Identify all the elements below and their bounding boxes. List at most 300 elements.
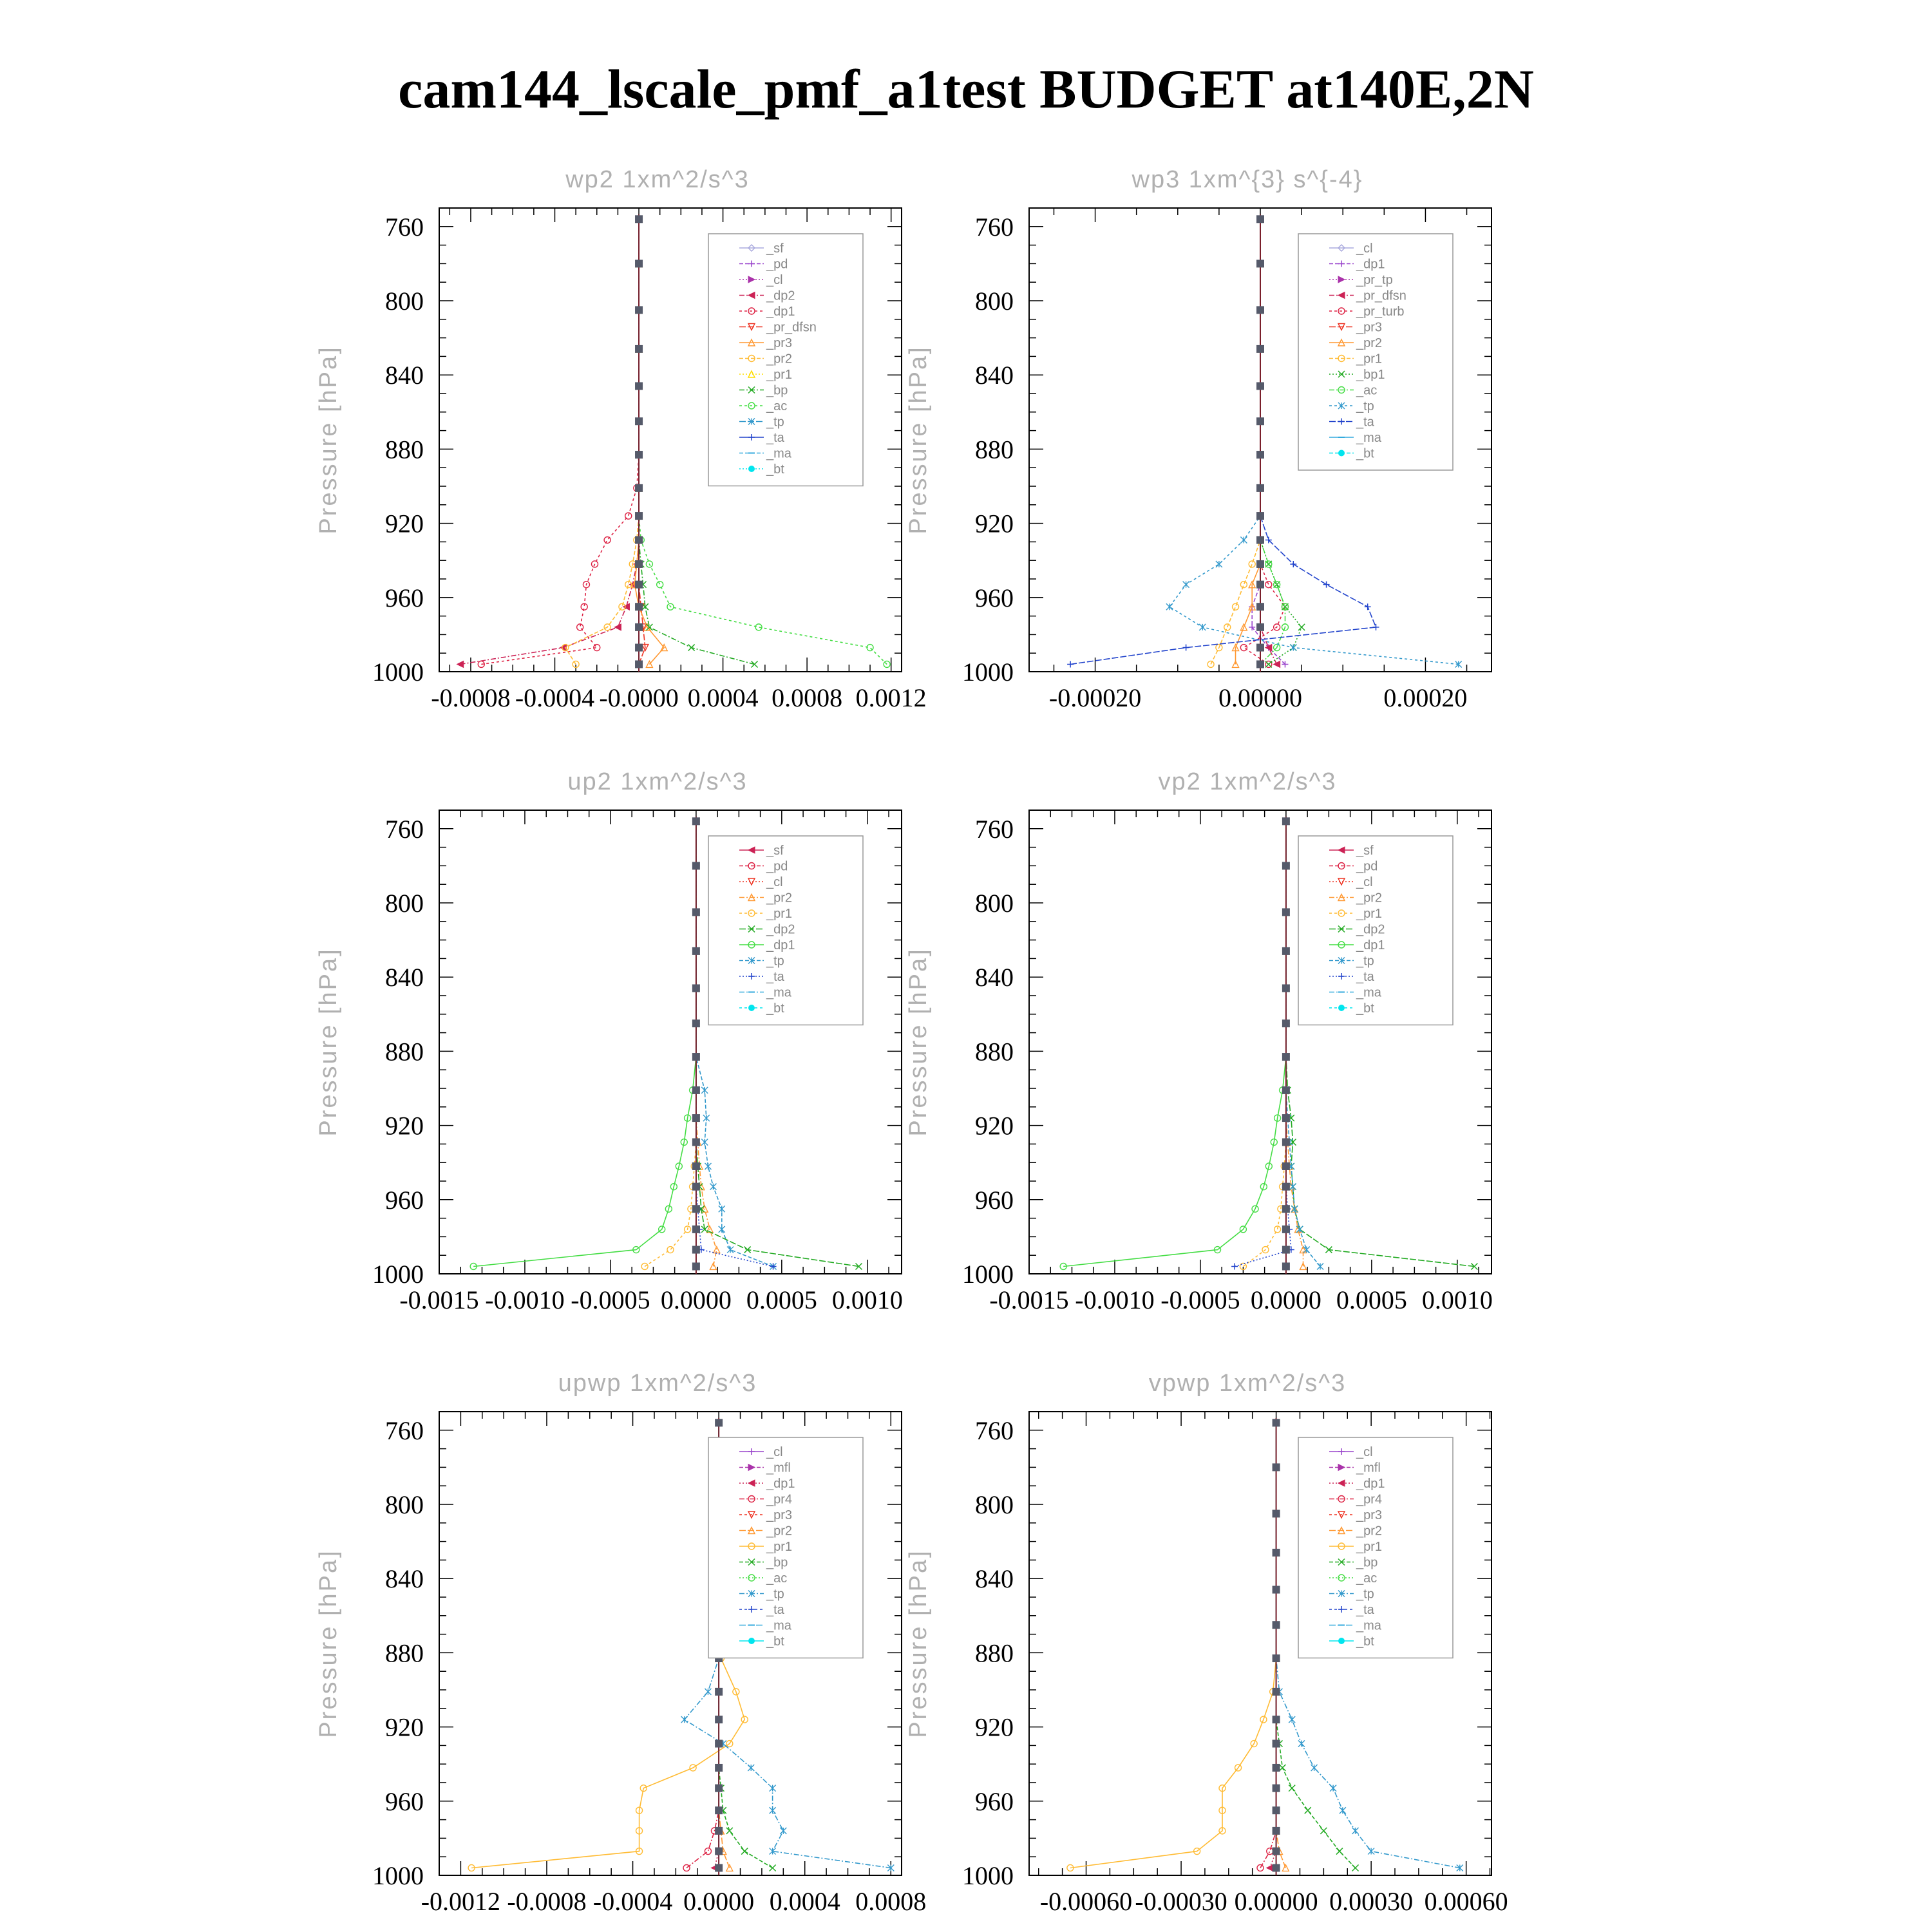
series-marker bbox=[1274, 661, 1280, 667]
y-axis-label: Pressure [hPa] bbox=[905, 345, 932, 535]
x-tick-label: 0.00000 bbox=[1218, 683, 1302, 712]
series-marker bbox=[1336, 1848, 1343, 1855]
legend-label: _cl bbox=[766, 875, 783, 889]
series-marker bbox=[1166, 603, 1173, 610]
legend-label: _pr2 bbox=[1356, 891, 1383, 905]
series-line-pr_dfsn bbox=[1260, 219, 1277, 664]
legend-label: _pr1 bbox=[1356, 1540, 1383, 1554]
series-marker bbox=[1289, 1716, 1295, 1723]
legend-label: _pr_dfsn bbox=[1356, 289, 1406, 303]
zero-marker bbox=[692, 908, 700, 916]
zero-marker bbox=[635, 345, 643, 353]
x-tick-label: -0.0015 bbox=[989, 1285, 1069, 1314]
y-tick-label: 760 bbox=[385, 814, 424, 844]
series-marker bbox=[1330, 1785, 1336, 1792]
legend-label: _sf bbox=[766, 242, 784, 256]
y-tick-label: 1000 bbox=[962, 1260, 1014, 1289]
legend-label: _ta bbox=[766, 1603, 784, 1617]
zero-marker bbox=[1282, 817, 1290, 825]
x-tick-label: -0.0005 bbox=[571, 1285, 650, 1314]
legend-label: _ma bbox=[1356, 985, 1381, 1000]
zero-marker bbox=[1273, 1740, 1280, 1748]
y-axis-label: Pressure [hPa] bbox=[315, 1549, 342, 1738]
x-tick-label: -0.0008 bbox=[431, 683, 511, 712]
legend bbox=[1298, 836, 1453, 1025]
y-tick-label: 920 bbox=[385, 509, 424, 538]
legend-label: _cl bbox=[1356, 242, 1373, 256]
legend-label: _pr1 bbox=[766, 1540, 793, 1554]
y-tick-label: 960 bbox=[385, 583, 424, 612]
legend-label: _pr_tp bbox=[1356, 273, 1393, 287]
legend bbox=[1298, 1437, 1453, 1658]
zero-marker bbox=[635, 260, 643, 267]
zero-marker bbox=[1256, 484, 1264, 492]
zero-marker bbox=[1256, 260, 1264, 267]
chart-panel bbox=[315, 166, 927, 712]
legend-label: _ma bbox=[1356, 1618, 1381, 1633]
series-line-bp1 bbox=[1260, 219, 1302, 664]
legend-label: _pd bbox=[1356, 859, 1378, 874]
x-tick-label: 0.00000 bbox=[1234, 1887, 1318, 1916]
series-marker bbox=[1320, 1828, 1327, 1834]
zero-marker bbox=[1282, 1139, 1290, 1146]
y-tick-label: 840 bbox=[385, 361, 424, 390]
series-marker bbox=[1352, 1828, 1359, 1834]
series-marker bbox=[1298, 624, 1305, 630]
series-marker bbox=[1311, 1765, 1318, 1771]
y-tick-label: 880 bbox=[385, 435, 424, 464]
y-tick-label: 760 bbox=[975, 1416, 1014, 1445]
panel-title: upwp 1xm^2/s^3 bbox=[558, 1370, 757, 1397]
zero-marker bbox=[635, 603, 643, 611]
legend-label: _dp1 bbox=[1356, 257, 1385, 272]
y-axis-label: Pressure [hPa] bbox=[905, 1549, 932, 1738]
zero-marker bbox=[1273, 1864, 1280, 1871]
x-tick-label: 0.0008 bbox=[772, 683, 843, 712]
legend-label: _tp bbox=[1356, 1587, 1374, 1602]
legend-label: _dp2 bbox=[1356, 922, 1385, 937]
series-marker bbox=[780, 1828, 786, 1834]
zero-marker bbox=[692, 1086, 700, 1094]
y-axis-label: Pressure [hPa] bbox=[315, 345, 342, 535]
y-tick-label: 880 bbox=[975, 1638, 1014, 1668]
y-tick-label: 840 bbox=[385, 1564, 424, 1594]
x-tick-label: -0.0010 bbox=[1075, 1285, 1155, 1314]
y-tick-label: 840 bbox=[385, 963, 424, 992]
y-tick-label: 920 bbox=[975, 1712, 1014, 1742]
y-axis-label: Pressure [hPa] bbox=[315, 947, 342, 1137]
legend-label: _tp bbox=[766, 954, 784, 969]
series-marker bbox=[1317, 1263, 1323, 1269]
legend-label: _pr1 bbox=[1356, 907, 1383, 921]
x-tick-label: 0.0005 bbox=[746, 1285, 817, 1314]
series-marker bbox=[1240, 645, 1247, 651]
series-marker bbox=[1233, 603, 1239, 610]
zero-marker bbox=[1256, 451, 1264, 459]
series-marker bbox=[710, 1184, 716, 1190]
x-tick-label: 0.00060 bbox=[1424, 1887, 1508, 1916]
legend-label: _cl bbox=[766, 273, 783, 287]
x-tick-label: 0.0005 bbox=[1336, 1285, 1407, 1314]
zero-marker bbox=[1282, 984, 1290, 992]
zero-marker bbox=[1273, 1764, 1280, 1772]
series-marker bbox=[604, 537, 611, 544]
zero-marker bbox=[1256, 536, 1264, 544]
zero-marker bbox=[1256, 623, 1264, 631]
y-tick-label: 920 bbox=[385, 1712, 424, 1742]
series-marker bbox=[1296, 1226, 1303, 1233]
legend-label: _pr2 bbox=[1356, 336, 1383, 350]
zero-marker bbox=[692, 947, 700, 955]
x-tick-label: -0.0012 bbox=[421, 1887, 501, 1916]
series-marker bbox=[1240, 582, 1247, 588]
series-marker bbox=[752, 661, 758, 667]
y-tick-label: 880 bbox=[385, 1037, 424, 1066]
legend-label: _pr2 bbox=[766, 352, 793, 366]
series-line-ta bbox=[1235, 821, 1291, 1266]
chart-panel bbox=[905, 768, 1493, 1314]
zero-marker bbox=[635, 660, 643, 668]
legend-label: _dp2 bbox=[766, 922, 795, 937]
zero-marker bbox=[1282, 1019, 1290, 1027]
zero-marker bbox=[1282, 1086, 1290, 1094]
legend-label: _dp1 bbox=[766, 1477, 795, 1491]
zero-marker bbox=[1273, 1463, 1280, 1471]
series-marker bbox=[705, 1163, 712, 1170]
series-marker bbox=[1240, 537, 1247, 544]
legend-label: _pr1 bbox=[1356, 352, 1383, 366]
zero-marker bbox=[692, 984, 700, 992]
zero-marker bbox=[1273, 1716, 1280, 1723]
series-marker bbox=[741, 1848, 748, 1855]
x-tick-label: 0.0010 bbox=[1421, 1285, 1493, 1314]
series-line-pr1 bbox=[1243, 821, 1286, 1266]
legend-label: _pr3 bbox=[1356, 320, 1383, 335]
legend-label: _pr3 bbox=[766, 1508, 793, 1522]
zero-marker bbox=[692, 1246, 700, 1254]
legend-label: _sf bbox=[1356, 844, 1374, 858]
zero-marker bbox=[635, 306, 643, 314]
y-tick-label: 800 bbox=[975, 1490, 1014, 1519]
zero-marker bbox=[1256, 306, 1264, 314]
y-tick-label: 960 bbox=[975, 1786, 1014, 1816]
panel-title: wp3 1xm^{3} s^{-4} bbox=[1132, 166, 1363, 193]
legend bbox=[708, 1437, 863, 1658]
legend-label: _pr1 bbox=[766, 368, 793, 382]
legend-label: _ta bbox=[1356, 415, 1374, 430]
legend bbox=[708, 234, 863, 486]
series-line-dp1 bbox=[1270, 1423, 1276, 1868]
y-axis-label: Pressure [hPa] bbox=[905, 947, 932, 1137]
zero-marker bbox=[692, 1114, 700, 1122]
x-tick-label: -0.0015 bbox=[399, 1285, 479, 1314]
x-tick-label: 0.0004 bbox=[687, 683, 759, 712]
chart-panel bbox=[315, 1370, 926, 1916]
zero-marker bbox=[635, 644, 643, 652]
zero-marker bbox=[715, 1740, 723, 1748]
legend-label: _bt bbox=[1356, 446, 1374, 461]
series-marker bbox=[1267, 1848, 1273, 1855]
legend-label: _pd bbox=[766, 257, 788, 272]
y-tick-label: 1000 bbox=[372, 1861, 424, 1890]
legend-label: _bt bbox=[766, 462, 784, 477]
zero-marker bbox=[1282, 1226, 1290, 1233]
zero-marker bbox=[1256, 644, 1264, 652]
zero-marker bbox=[1273, 1785, 1280, 1792]
zero-marker bbox=[635, 484, 643, 492]
series-marker bbox=[1279, 1765, 1285, 1771]
legend-label: _dp1 bbox=[1356, 938, 1385, 952]
zero-marker bbox=[1273, 1510, 1280, 1517]
x-tick-label: -0.0005 bbox=[1160, 1285, 1240, 1314]
zero-marker bbox=[1273, 1419, 1280, 1426]
legend-label: _pr2 bbox=[766, 1524, 793, 1539]
series-marker bbox=[1067, 661, 1074, 667]
zero-marker bbox=[715, 1806, 723, 1814]
zero-marker bbox=[1256, 382, 1264, 390]
series-line-dp2 bbox=[460, 219, 639, 664]
legend-label: _ta bbox=[1356, 970, 1374, 984]
zero-marker bbox=[1273, 1688, 1280, 1696]
legend-label: _pr4 bbox=[766, 1492, 793, 1507]
x-tick-label: -0.0000 bbox=[599, 683, 679, 712]
zero-marker bbox=[692, 1053, 700, 1061]
legend-label: _bt bbox=[1356, 1634, 1374, 1649]
legend-label: _pd bbox=[766, 859, 788, 874]
zero-marker bbox=[715, 1827, 723, 1835]
series-marker bbox=[457, 661, 464, 667]
zero-marker bbox=[692, 862, 700, 869]
y-tick-label: 760 bbox=[385, 212, 424, 242]
series-marker bbox=[657, 582, 663, 588]
series-marker bbox=[1267, 1864, 1273, 1871]
legend-label: _bt bbox=[766, 1634, 784, 1649]
zero-marker bbox=[715, 1785, 723, 1792]
series-marker bbox=[1289, 1785, 1295, 1792]
series-line-dp1 bbox=[1252, 219, 1285, 664]
legend-label: _ma bbox=[766, 985, 791, 1000]
series-marker bbox=[1365, 603, 1371, 610]
legend-label: _dp1 bbox=[766, 305, 795, 319]
series-marker bbox=[1305, 1807, 1311, 1814]
legend-marker bbox=[1338, 450, 1345, 457]
x-tick-label: 0.0000 bbox=[683, 1887, 755, 1916]
series-line-dp1 bbox=[481, 219, 639, 664]
zero-marker bbox=[692, 1139, 700, 1146]
legend-label: _pr3 bbox=[766, 336, 793, 350]
series-line-pr1 bbox=[1070, 1423, 1276, 1868]
series-marker bbox=[1290, 1184, 1296, 1190]
series-marker bbox=[1290, 645, 1296, 651]
zero-marker bbox=[1282, 1162, 1290, 1170]
legend-label: _pr_dfsn bbox=[766, 320, 817, 335]
zero-marker bbox=[635, 536, 643, 544]
x-tick-label: 0.00030 bbox=[1329, 1887, 1414, 1916]
legend-marker bbox=[748, 466, 755, 472]
zero-marker bbox=[715, 1848, 723, 1855]
y-tick-label: 1000 bbox=[962, 1861, 1014, 1890]
y-tick-label: 880 bbox=[975, 435, 1014, 464]
legend-label: _cl bbox=[1356, 875, 1373, 889]
legend-label: _tp bbox=[766, 415, 784, 430]
zero-marker bbox=[635, 417, 643, 425]
legend-label: _dp2 bbox=[766, 289, 795, 303]
y-tick-label: 800 bbox=[385, 1490, 424, 1519]
series-marker bbox=[1249, 561, 1255, 567]
zero-marker bbox=[692, 1162, 700, 1170]
series-line-pr1 bbox=[471, 1423, 744, 1868]
series-line-ac bbox=[1260, 219, 1285, 664]
legend-label: _ma bbox=[1356, 431, 1381, 445]
zero-marker bbox=[692, 1019, 700, 1027]
panel-title: vpwp 1xm^2/s^3 bbox=[1148, 1370, 1347, 1397]
zero-marker bbox=[1282, 908, 1290, 916]
zero-marker bbox=[1256, 560, 1264, 568]
zero-marker bbox=[635, 560, 643, 568]
zero-marker bbox=[692, 1226, 700, 1233]
y-tick-label: 800 bbox=[385, 889, 424, 918]
zero-marker bbox=[1273, 1806, 1280, 1814]
zero-marker bbox=[1273, 1848, 1280, 1855]
x-tick-label: -0.0004 bbox=[515, 683, 595, 712]
series-marker bbox=[625, 513, 632, 519]
series-marker bbox=[1323, 582, 1330, 588]
y-tick-label: 760 bbox=[975, 814, 1014, 844]
zero-marker bbox=[1273, 1586, 1280, 1593]
zero-marker bbox=[715, 1764, 723, 1772]
x-tick-label: -0.0008 bbox=[507, 1887, 587, 1916]
legend-label: _ta bbox=[1356, 1603, 1374, 1617]
zero-marker bbox=[692, 1262, 700, 1270]
series-marker bbox=[770, 1785, 776, 1792]
series-marker bbox=[703, 1115, 710, 1121]
y-tick-label: 760 bbox=[975, 212, 1014, 242]
zero-marker bbox=[1256, 345, 1264, 353]
zero-marker bbox=[692, 1183, 700, 1191]
legend-label: _pr1 bbox=[766, 907, 793, 921]
zero-marker bbox=[715, 1419, 723, 1426]
zero-marker bbox=[1282, 1246, 1290, 1254]
y-tick-label: 800 bbox=[975, 287, 1014, 316]
series-marker bbox=[1216, 561, 1222, 567]
series-marker bbox=[1199, 624, 1206, 630]
zero-marker bbox=[1273, 1549, 1280, 1557]
zero-marker bbox=[1273, 1621, 1280, 1629]
zero-marker bbox=[1273, 1827, 1280, 1835]
series-marker bbox=[1231, 1263, 1238, 1269]
series-marker bbox=[701, 1087, 708, 1094]
y-tick-label: 760 bbox=[385, 1416, 424, 1445]
series-marker bbox=[1265, 582, 1272, 588]
series-marker bbox=[1291, 1206, 1298, 1212]
series-marker bbox=[705, 1689, 711, 1695]
zero-marker bbox=[715, 1864, 723, 1871]
zero-marker bbox=[1256, 417, 1264, 425]
zero-marker bbox=[635, 581, 643, 589]
y-tick-label: 920 bbox=[385, 1111, 424, 1141]
zero-marker bbox=[1282, 862, 1290, 869]
series-line-dp1 bbox=[473, 821, 696, 1266]
series-marker bbox=[667, 1247, 674, 1253]
legend-label: _pr2 bbox=[1356, 1524, 1383, 1539]
series-marker bbox=[701, 1139, 708, 1146]
series-marker bbox=[614, 624, 621, 630]
zero-marker bbox=[1282, 947, 1290, 955]
legend-label: _ac bbox=[766, 1571, 788, 1586]
y-tick-label: 840 bbox=[975, 963, 1014, 992]
x-tick-label: 0.0000 bbox=[660, 1285, 732, 1314]
series-marker bbox=[681, 1716, 688, 1723]
figure-title: cam144_lscale_pmf_a1test BUDGET at140E,2N bbox=[398, 58, 1534, 120]
series-marker bbox=[726, 1828, 733, 1834]
series-marker bbox=[1298, 1741, 1305, 1747]
series-marker bbox=[1340, 1807, 1346, 1814]
y-tick-label: 880 bbox=[975, 1037, 1014, 1066]
y-tick-label: 1000 bbox=[962, 658, 1014, 687]
chart-panel bbox=[315, 768, 903, 1314]
legend-marker bbox=[748, 1005, 755, 1011]
x-tick-label: 0.0004 bbox=[769, 1887, 840, 1916]
chart-panel bbox=[905, 1370, 1508, 1916]
y-tick-label: 960 bbox=[975, 583, 1014, 612]
legend bbox=[1298, 234, 1453, 470]
zero-marker bbox=[1256, 215, 1264, 223]
legend-label: _bp bbox=[766, 1555, 788, 1570]
zero-marker bbox=[1256, 512, 1264, 520]
zero-marker bbox=[1256, 660, 1264, 668]
x-tick-label: 0.0000 bbox=[1250, 1285, 1321, 1314]
y-tick-label: 1000 bbox=[372, 658, 424, 687]
legend-marker bbox=[1338, 1638, 1345, 1644]
y-tick-label: 880 bbox=[385, 1638, 424, 1668]
chart-panel bbox=[905, 166, 1492, 712]
zero-marker bbox=[635, 451, 643, 459]
series-marker bbox=[719, 1206, 725, 1212]
legend-label: _pr_turb bbox=[1356, 305, 1405, 319]
series-line-pr1 bbox=[1211, 219, 1260, 664]
zero-marker bbox=[1282, 1205, 1290, 1213]
series-line-pr2 bbox=[565, 219, 639, 664]
y-tick-label: 920 bbox=[975, 1111, 1014, 1141]
x-tick-label: -0.00030 bbox=[1135, 1887, 1227, 1916]
panel-title: wp2 1xm^2/s^3 bbox=[565, 166, 750, 193]
series-line-pr2 bbox=[1276, 1423, 1286, 1868]
zero-marker bbox=[635, 382, 643, 390]
zero-marker bbox=[635, 512, 643, 520]
y-tick-label: 800 bbox=[385, 287, 424, 316]
y-tick-label: 920 bbox=[975, 509, 1014, 538]
series-marker bbox=[1265, 661, 1272, 667]
legend-label: _ma bbox=[766, 1618, 791, 1633]
series-marker bbox=[1373, 624, 1379, 630]
zero-marker bbox=[715, 1716, 723, 1723]
legend-label: _bp1 bbox=[1356, 368, 1385, 382]
x-tick-label: 0.0010 bbox=[831, 1285, 903, 1314]
legend-label: _dp1 bbox=[1356, 1477, 1385, 1491]
series-marker bbox=[1183, 645, 1189, 651]
series-marker bbox=[719, 1226, 725, 1233]
zero-marker bbox=[1282, 1114, 1290, 1122]
x-tick-label: -0.00020 bbox=[1048, 683, 1142, 712]
legend-label: _cl bbox=[766, 1445, 783, 1459]
legend-label: _bp bbox=[766, 383, 788, 398]
y-tick-label: 840 bbox=[975, 1564, 1014, 1594]
x-tick-label: -0.0004 bbox=[592, 1887, 673, 1916]
legend-label: _pr2 bbox=[766, 891, 793, 905]
y-tick-label: 1000 bbox=[372, 1260, 424, 1289]
x-tick-label: -0.0010 bbox=[485, 1285, 565, 1314]
zero-marker bbox=[1256, 603, 1264, 611]
